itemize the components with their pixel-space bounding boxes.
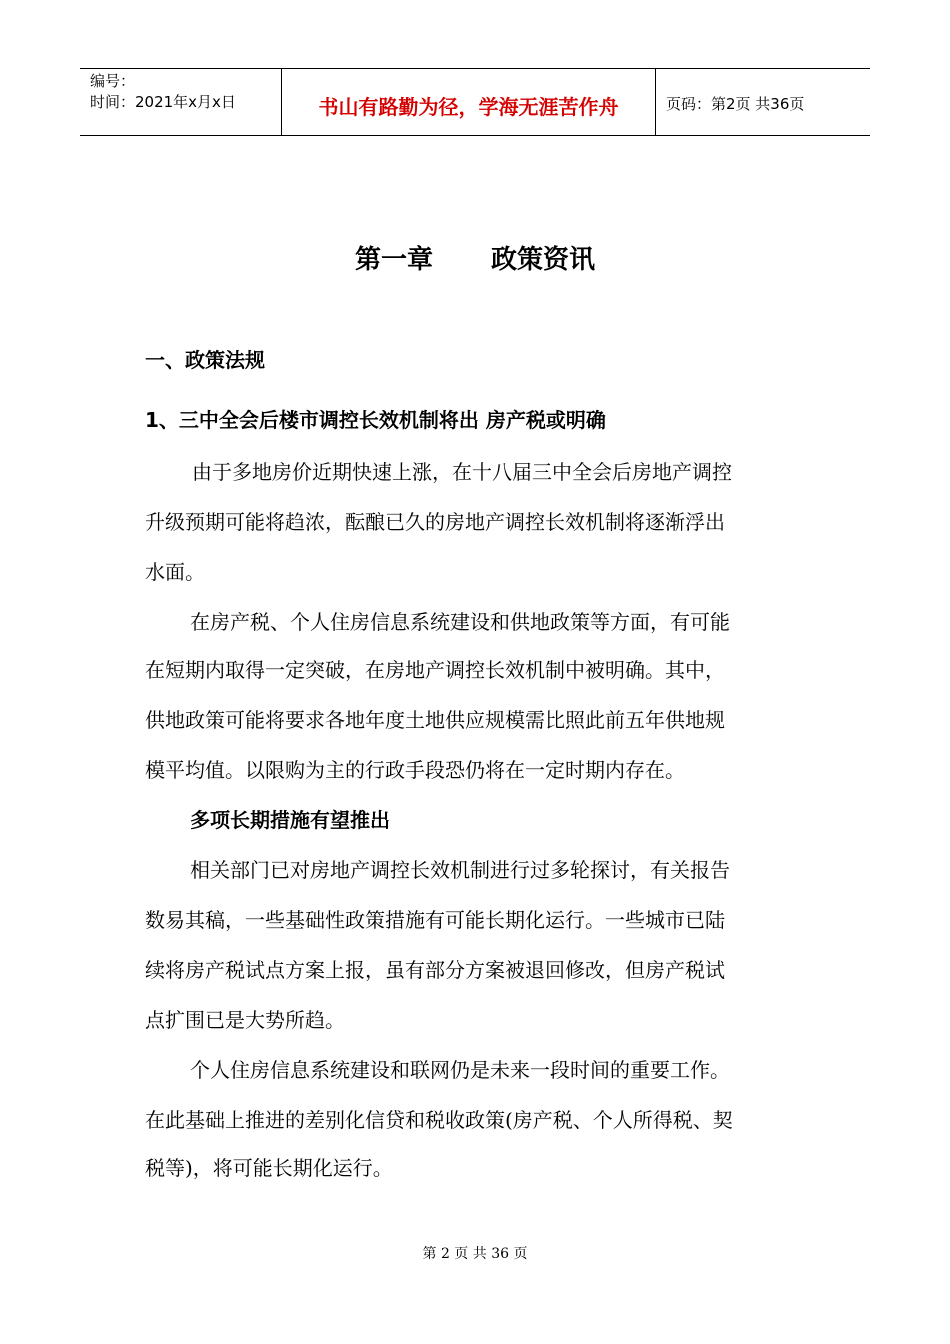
- paragraph-line: 相关部门已对房地产调控长效机制进行过多轮探讨，有关报告: [190, 858, 730, 882]
- subheading: 多项长期措施有望推出: [190, 808, 390, 832]
- paragraph-line: 在房产税、个人住房信息系统建设和供地政策等方面，有可能: [190, 610, 730, 634]
- page-footer: 第 2 页 共 36 页: [422, 1246, 528, 1262]
- paragraph-line: 税等)，将可能长期化运行。: [145, 1156, 393, 1180]
- chapter-name: 政策资讯: [491, 245, 596, 275]
- paragraph-line: 由于多地房价近期快速上涨，在十八届三中全会后房地产调控: [192, 460, 732, 484]
- header-number-label: 编号：: [90, 72, 136, 90]
- chapter-number: 第一章: [354, 245, 433, 275]
- paragraph-line: 在此基础上推进的差别化信贷和税收政策(房产税、个人所得税、契: [145, 1108, 733, 1132]
- page-header: [80, 68, 870, 136]
- paragraph-line: 在短期内取得一定突破，在房地产调控长效机制中被明确。其中，: [145, 658, 725, 682]
- paragraph-line: 数易其稿，一些基础性政策措施有可能长期化运行。一些城市已陆: [145, 908, 725, 932]
- paragraph-line: 个人住房信息系统建设和联网仍是未来一段时间的重要工作。: [190, 1058, 730, 1082]
- chapter-title: [0, 240, 950, 280]
- paragraph-line: 点扩围已是大势所趋。: [145, 1008, 345, 1032]
- paragraph-line: 续将房产税试点方案上报，虽有部分方案被退回修改，但房产税试: [145, 958, 725, 982]
- paragraph-line: 升级预期可能将趋浓，酝酿已久的房地产调控长效机制将逐渐浮出: [145, 510, 725, 534]
- paragraph-line: 供地政策可能将要求各地年度土地供应规模需比照此前五年供地规: [145, 708, 725, 732]
- header-date-label: 时间：2021年x月x日: [90, 93, 236, 111]
- header-motto: 书山有路勤为径，学海无涯苦作舟: [282, 69, 656, 135]
- paragraph-line: 模平均值。以限购为主的行政手段恐仍将在一定时期内存在。: [145, 758, 685, 782]
- header-meta-cell: [80, 69, 282, 135]
- paragraph-line: 水面。: [145, 560, 205, 584]
- header-page-label: 页码：第2页 共36页: [666, 94, 805, 113]
- section-heading: 一、政策法规: [145, 348, 265, 372]
- article-title: 1、三中全会后楼市调控长效机制将出 房产税或明确: [145, 408, 606, 432]
